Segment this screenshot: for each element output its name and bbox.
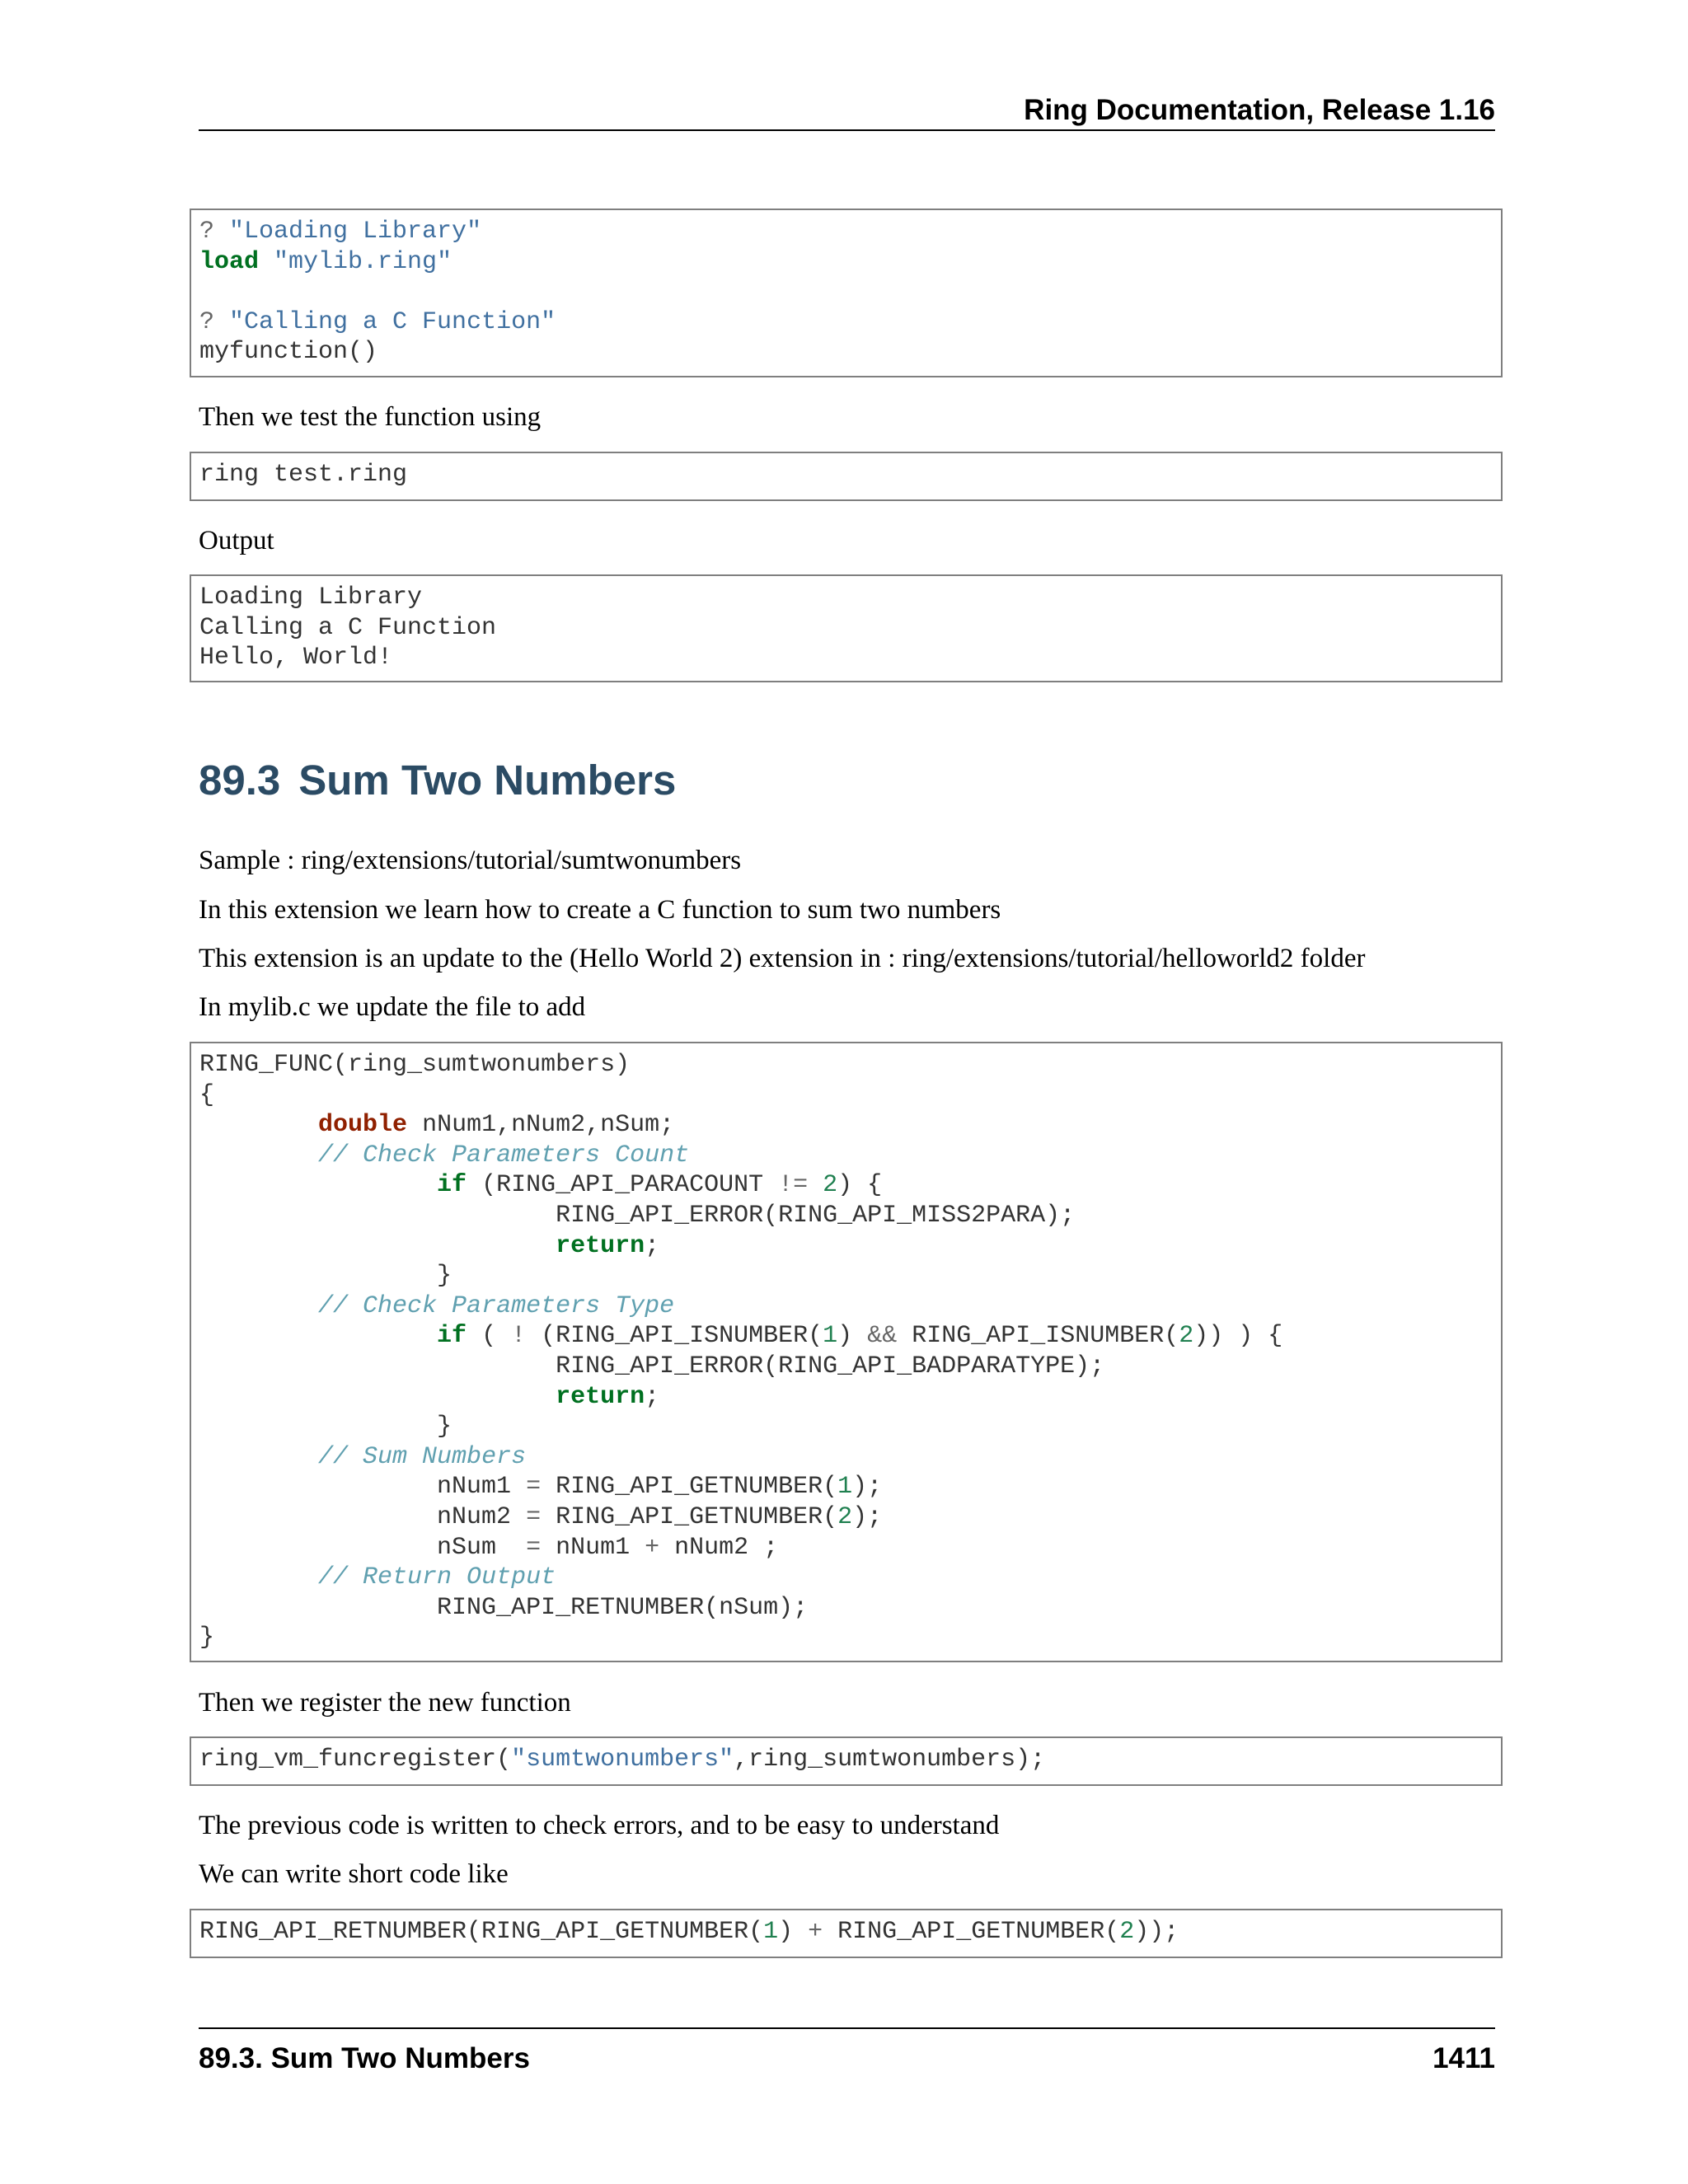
footer-section: 89.3. Sum Two Numbers [199,2042,530,2074]
code-line [199,277,1493,307]
code-token: = [526,1533,542,1562]
code-block-run-command [190,452,1503,501]
code-token [199,1563,318,1591]
code-block-short [190,1909,1503,1958]
code-token: } [199,1624,215,1652]
code-token: Calling a C Function [199,613,497,642]
code-token: nSum [199,1533,527,1562]
code-token: // Sum Numbers [318,1442,527,1471]
code-token: RING_API_ERROR(RING_API_MISS2PARA); [199,1201,1076,1230]
code-token: RING_API_RETNUMBER(nSum); [199,1593,809,1622]
code-token: RING_API_ISNUMBER( [897,1322,1179,1351]
code-line [199,247,1493,278]
code-token: + [645,1533,660,1562]
code-token: ); [852,1473,883,1502]
code-token: Hello, World! [199,644,393,673]
page-number: 1411 [1432,2042,1495,2074]
code-token: RING_FUNC(ring_sumtwonumbers) [199,1051,631,1079]
code-token: { [199,1080,215,1109]
code-token: RING_API_GETNUMBER( [541,1502,838,1531]
code-token: + [808,1918,823,1946]
paragraph-short: We can write short code like [199,1859,509,1889]
code-token: RING_API_ERROR(RING_API_BADPARATYPE); [199,1352,1105,1380]
code-token [199,1443,318,1471]
code-token: myfunction() [199,338,378,367]
code-line [199,613,1493,644]
code-token: RING_API_GETNUMBER( [823,1918,1120,1946]
paragraph-sample-path: Sample : ring/extensions/tutorial/sumtwonumbers [199,846,742,875]
code-line [199,1080,1493,1111]
code-token: ); [852,1502,883,1531]
code-token [199,1111,318,1139]
code-line [199,1917,1493,1947]
code-token: load [199,247,260,276]
code-block-output [190,574,1503,682]
code-line [199,1201,1493,1231]
code-line [199,1050,1493,1080]
code-token: ? [199,307,230,336]
code-token: "sumtwonumbers" [511,1746,734,1774]
code-token [199,1171,437,1199]
code-line [199,1623,1493,1653]
code-line [199,337,1493,368]
code-line [199,1141,1493,1171]
code-token: ! [511,1322,527,1351]
code-line [199,643,1493,673]
code-token: ? [199,218,230,246]
paragraph-test-intro: Then we test the function using [199,402,542,432]
code-line [199,1291,1493,1322]
code-token: // Check Parameters Type [318,1291,675,1320]
code-token: RING_API_RETNUMBER(RING_API_GETNUMBER( [199,1918,764,1946]
paragraph-update: This extension is an update to the (Hello World 2) extension in : ring/extensions/tutorial/helloworld2 folder [199,944,1366,973]
code-line [199,1110,1493,1141]
code-token: "Loading Library" [229,218,482,246]
code-token: if [437,1322,467,1351]
code-token: ring_vm_funcregister( [199,1746,512,1774]
code-line [199,1231,1493,1262]
code-token: nNum1 [541,1533,645,1562]
code-token: )) ) { [1193,1322,1283,1351]
code-token: != [778,1171,809,1200]
code-line [199,1170,1493,1201]
code-token [259,248,274,276]
code-token: ,ring_sumtwonumbers); [734,1746,1046,1774]
code-token: = [526,1502,542,1531]
code-line [199,1502,1493,1533]
header-rule [199,129,1495,131]
code-line [199,460,1493,490]
code-token: 1 [823,1322,838,1351]
code-token: ) [837,1322,868,1351]
code-block-test-ring [190,209,1503,377]
code-line [199,1261,1493,1291]
code-token: // Return Output [318,1563,556,1592]
code-token: = [526,1473,542,1502]
code-token: nNum1 [199,1473,527,1502]
code-token: nNum2 [199,1502,527,1531]
code-token: // Check Parameters Count [318,1141,690,1169]
code-line [199,583,1493,613]
code-token [808,1171,823,1199]
code-line [199,1563,1493,1593]
code-line [199,1321,1493,1352]
code-line [199,217,1493,247]
code-token: 2 [1179,1322,1194,1351]
section-heading [199,752,676,809]
code-token: RING_API_GETNUMBER( [541,1473,838,1502]
code-token: ; [645,1231,660,1260]
code-token: (RING_API_ISNUMBER( [526,1322,823,1351]
code-token: 1 [763,1918,779,1946]
paragraph-learn: In this extension we learn how to create a C function to sum two numbers [199,895,1001,925]
code-line [199,307,1493,338]
code-token: (RING_API_PARACOUNT [467,1171,779,1200]
code-line [199,1352,1493,1382]
code-token: ) [778,1918,809,1946]
code-token: 1 [837,1473,853,1502]
code-token: ; [645,1382,660,1411]
code-token: nNum2 ; [659,1533,779,1562]
code-line [199,1472,1493,1502]
code-line [199,1382,1493,1413]
section-title: Sum Two Numbers [298,757,677,804]
code-token: Loading Library [199,583,423,612]
code-line [199,1412,1493,1442]
code-token: } [199,1262,452,1291]
code-token: && [867,1322,898,1351]
code-line [199,1745,1493,1775]
code-token [199,1141,318,1169]
code-token: 2 [823,1171,838,1200]
code-token: )); [1134,1918,1179,1946]
code-token [199,1322,437,1350]
code-token: } [199,1413,452,1441]
code-line [199,1593,1493,1624]
paragraph-output-label: Output [199,526,274,555]
paragraph-mylib: In mylib.c we update the file to add [199,992,586,1022]
code-token: if [437,1171,467,1200]
code-token [199,1292,318,1320]
code-token: return [556,1231,645,1260]
code-token: ( [467,1322,512,1351]
section-number: 89.3 [199,757,281,804]
code-token: ) { [837,1171,883,1200]
code-block-register [190,1736,1503,1786]
footer-rule [199,2027,1495,2029]
running-header: Ring Documentation, Release 1.16 [1024,94,1495,126]
code-block-sum-function [190,1042,1503,1662]
code-token: "Calling a C Function" [229,307,556,336]
code-token: 2 [1119,1918,1135,1946]
code-token [199,1383,556,1411]
paragraph-previous: The previous code is written to check errors, and to be easy to understand [199,1811,1000,1840]
code-token: return [556,1382,645,1411]
paragraph-register: Then we register the new function [199,1688,571,1718]
code-token: "mylib.ring" [274,247,452,276]
code-token: nNum1,nNum2,nSum; [407,1111,675,1140]
code-token: 2 [837,1502,853,1531]
code-line [199,1442,1493,1473]
code-token: double [318,1111,408,1140]
code-line [199,1533,1493,1563]
code-token: ring test.ring [199,461,408,489]
code-token [199,1232,556,1260]
